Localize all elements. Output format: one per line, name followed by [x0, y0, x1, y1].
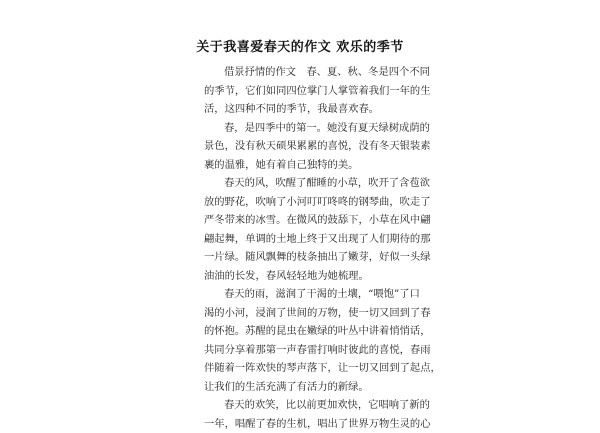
text-line: 裹的温雅，她有着自己独特的美。 — [204, 156, 404, 175]
text-line: 活，这四种不同的季节，我最喜欢春。 — [204, 100, 404, 119]
text-line: 放的野花，吹响了小河叮叮咚咚的钢琴曲，吹走了 — [204, 193, 404, 212]
text-line: 让我们的生活充满了有活力的新绿。 — [204, 378, 404, 397]
text-line: 油油的长发，春风轻轻地为她梳理。 — [204, 267, 404, 286]
text-line: 一片绿。随风飘舞的枝条抽出了嫩芽，好似一头绿 — [204, 248, 404, 267]
text-line: 一年，唱醒了春的生机，唱出了世界万物生灵的心 — [204, 415, 404, 433]
article-body — [204, 63, 404, 433]
text-line: 景色，没有秋天硕果累累的喜悦，没有冬天银装素 — [204, 137, 404, 156]
article-title: 关于我喜爱春天的作文 欢乐的季节 — [0, 36, 600, 55]
text-line: 伴随着一阵欢快的琴声落下，让一切又回到了起点， — [204, 359, 404, 378]
text-line: 渴的小河，浸润了世间的万物，使一切又回到了春 — [204, 304, 404, 323]
text-line: 的怀抱。苏醒的昆虫在嫩绿的叶丛中讲着悄悄话， — [204, 322, 404, 341]
text-line: 共同分享着那第一声春雷打响时彼此的喜悦，春雨 — [204, 341, 404, 360]
text-line: 的季节，它们如同四位掌门人掌管着我们一年的生 — [204, 82, 404, 101]
text-line: 春天的欢笑，比以前更加欢快，它唱响了新的 — [204, 396, 404, 415]
text-line: 严冬带来的冰雪。在微风的鼓舔下，小草在风中翩 — [204, 211, 404, 230]
text-line: 春天的风，吹醒了酣睡的小草，吹开了含苞欲 — [204, 174, 404, 193]
text-line: 春天的雨，滋润了干渴的土壤，“喂饱”了口 — [204, 285, 404, 304]
text-line: 翩起舞，单调的土地上终于又出现了人们期待的那 — [204, 230, 404, 249]
text-line: 借景抒情的作文 春、夏、秋、冬是四个不同 — [204, 63, 404, 82]
text-line: 春，是四季中的第一。她没有夏天绿树成荫的 — [204, 119, 404, 138]
